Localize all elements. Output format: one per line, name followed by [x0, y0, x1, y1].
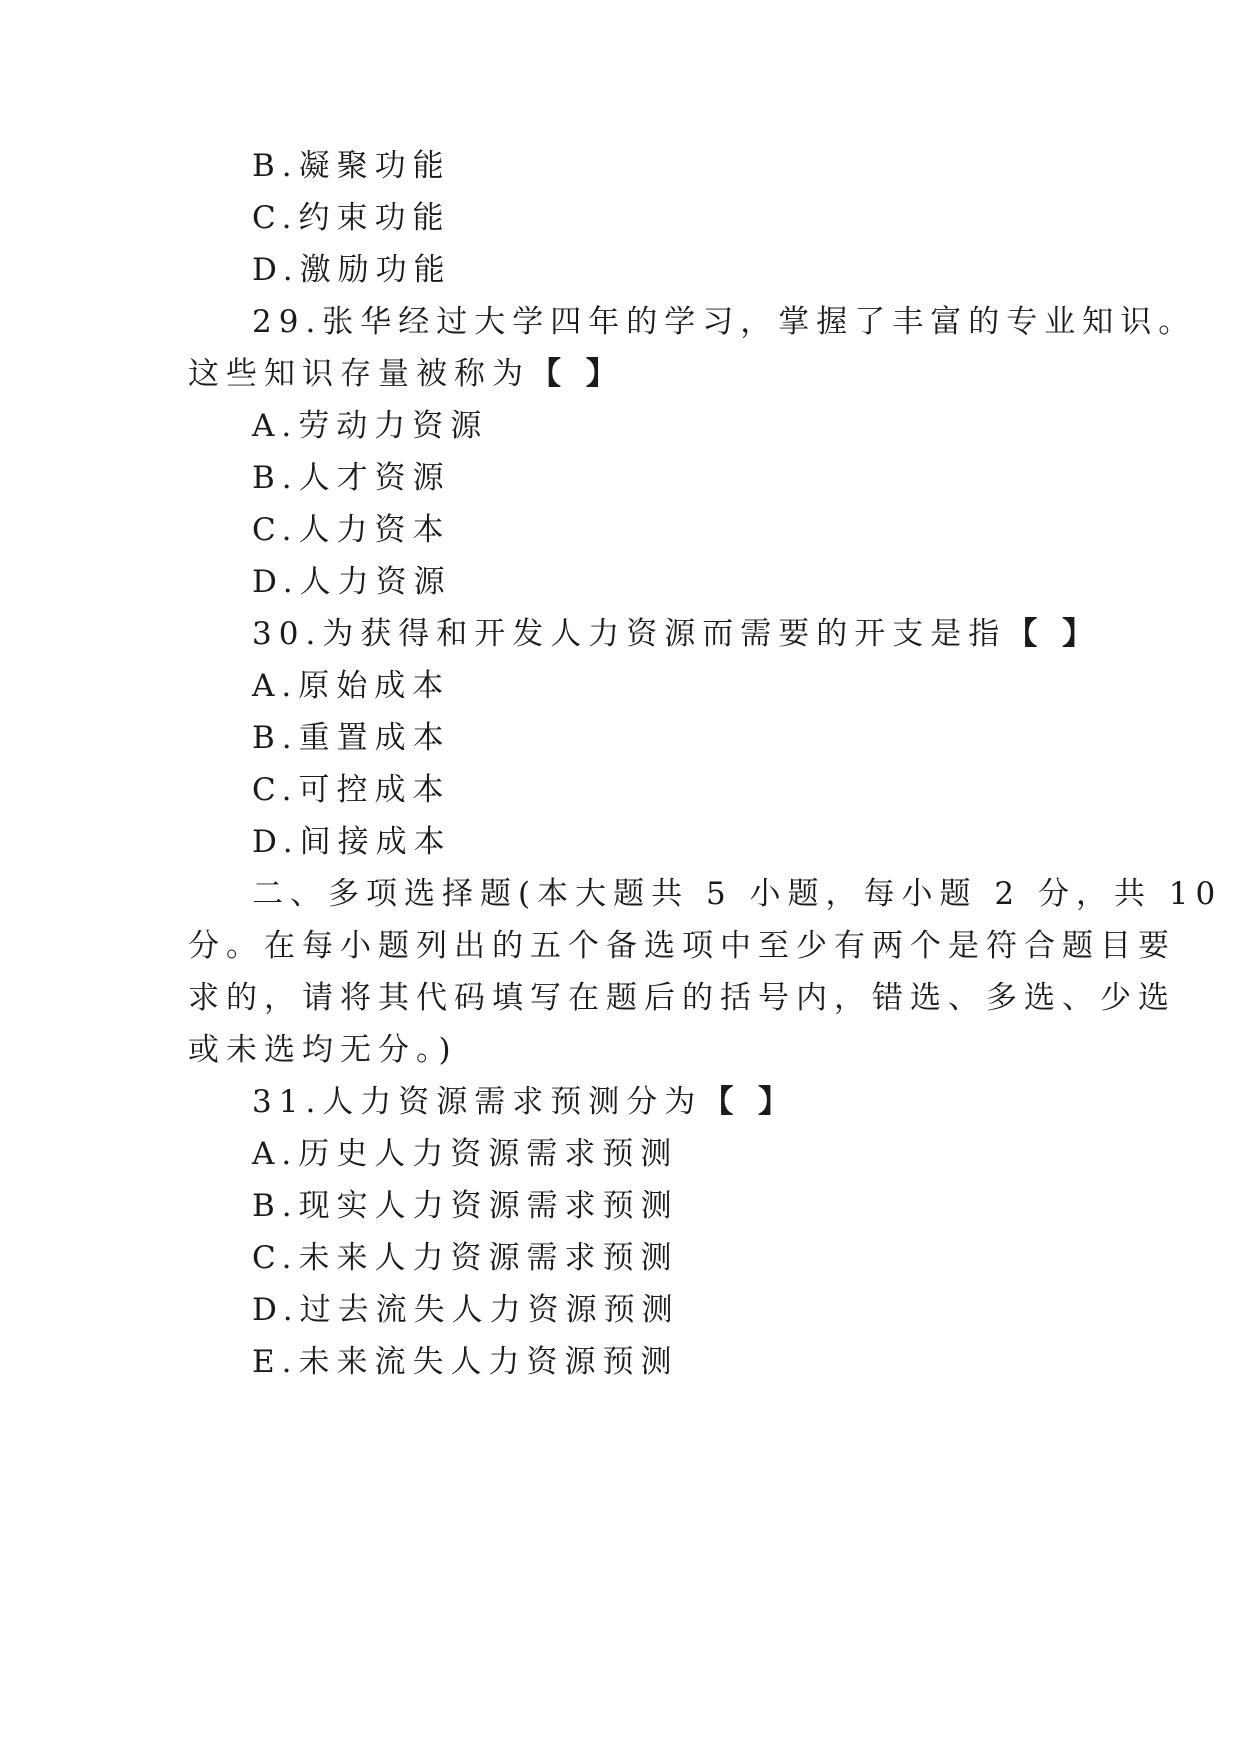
q30-stem-text: 30.为获得和开发人力资源而需要的开支是指 — [252, 616, 1007, 652]
q31-option-b: B.现实人力资源需求预测 — [252, 1188, 679, 1224]
q29-option-b: B.人才资源 — [252, 460, 451, 496]
q28-option-d: D.激励功能 — [252, 252, 452, 288]
q29-stem-text: 这些知识存量被称为 — [188, 356, 530, 392]
q31-option-a: A.历史人力资源需求预测 — [252, 1136, 679, 1172]
q30-option-d: D.间接成本 — [252, 824, 452, 860]
q30-option-a: A.原始成本 — [252, 668, 451, 704]
q29-option-a: A.劳动力资源 — [252, 408, 489, 444]
q31-answer-bracket: 【 】 — [702, 1084, 797, 1120]
section2-heading-line4: 或未选均无分。) — [188, 1032, 458, 1068]
section2-heading-line1: 二、多项选择题(本大题共 5 小题，每小题 2 分，共 10 — [252, 876, 1223, 912]
q30-stem — [252, 614, 1100, 654]
q31-option-d: D.过去流失人力资源预测 — [252, 1292, 680, 1328]
section2-heading-line3: 求的，请将其代码填写在题后的括号内，错选、多选、少选 — [188, 980, 1176, 1016]
q29-option-d: D.人力资源 — [252, 564, 452, 600]
q28-option-c: C.约束功能 — [252, 200, 451, 236]
q31-option-e: E.未来流失人力资源预测 — [252, 1344, 679, 1380]
q30-answer-bracket: 【 】 — [1006, 616, 1101, 652]
q29-option-c: C.人力资本 — [252, 512, 451, 548]
q30-option-c: C.可控成本 — [252, 772, 451, 808]
q30-option-b: B.重置成本 — [252, 720, 451, 756]
q31-stem-text: 31.人力资源需求预测分为 — [252, 1084, 703, 1120]
section2-heading-line2: 分。在每小题列出的五个备选项中至少有两个是符合题目要 — [188, 928, 1176, 964]
q31-option-c: C.未来人力资源需求预测 — [252, 1240, 679, 1276]
q28-option-b: B.凝聚功能 — [252, 148, 451, 184]
q29-answer-bracket: 【 】 — [530, 356, 624, 392]
q31-stem — [252, 1082, 796, 1122]
q29-stem-line2 — [188, 354, 624, 394]
q29-stem-line1: 29.张华经过大学四年的学习，掌握了丰富的专业知识。 — [252, 304, 1197, 340]
